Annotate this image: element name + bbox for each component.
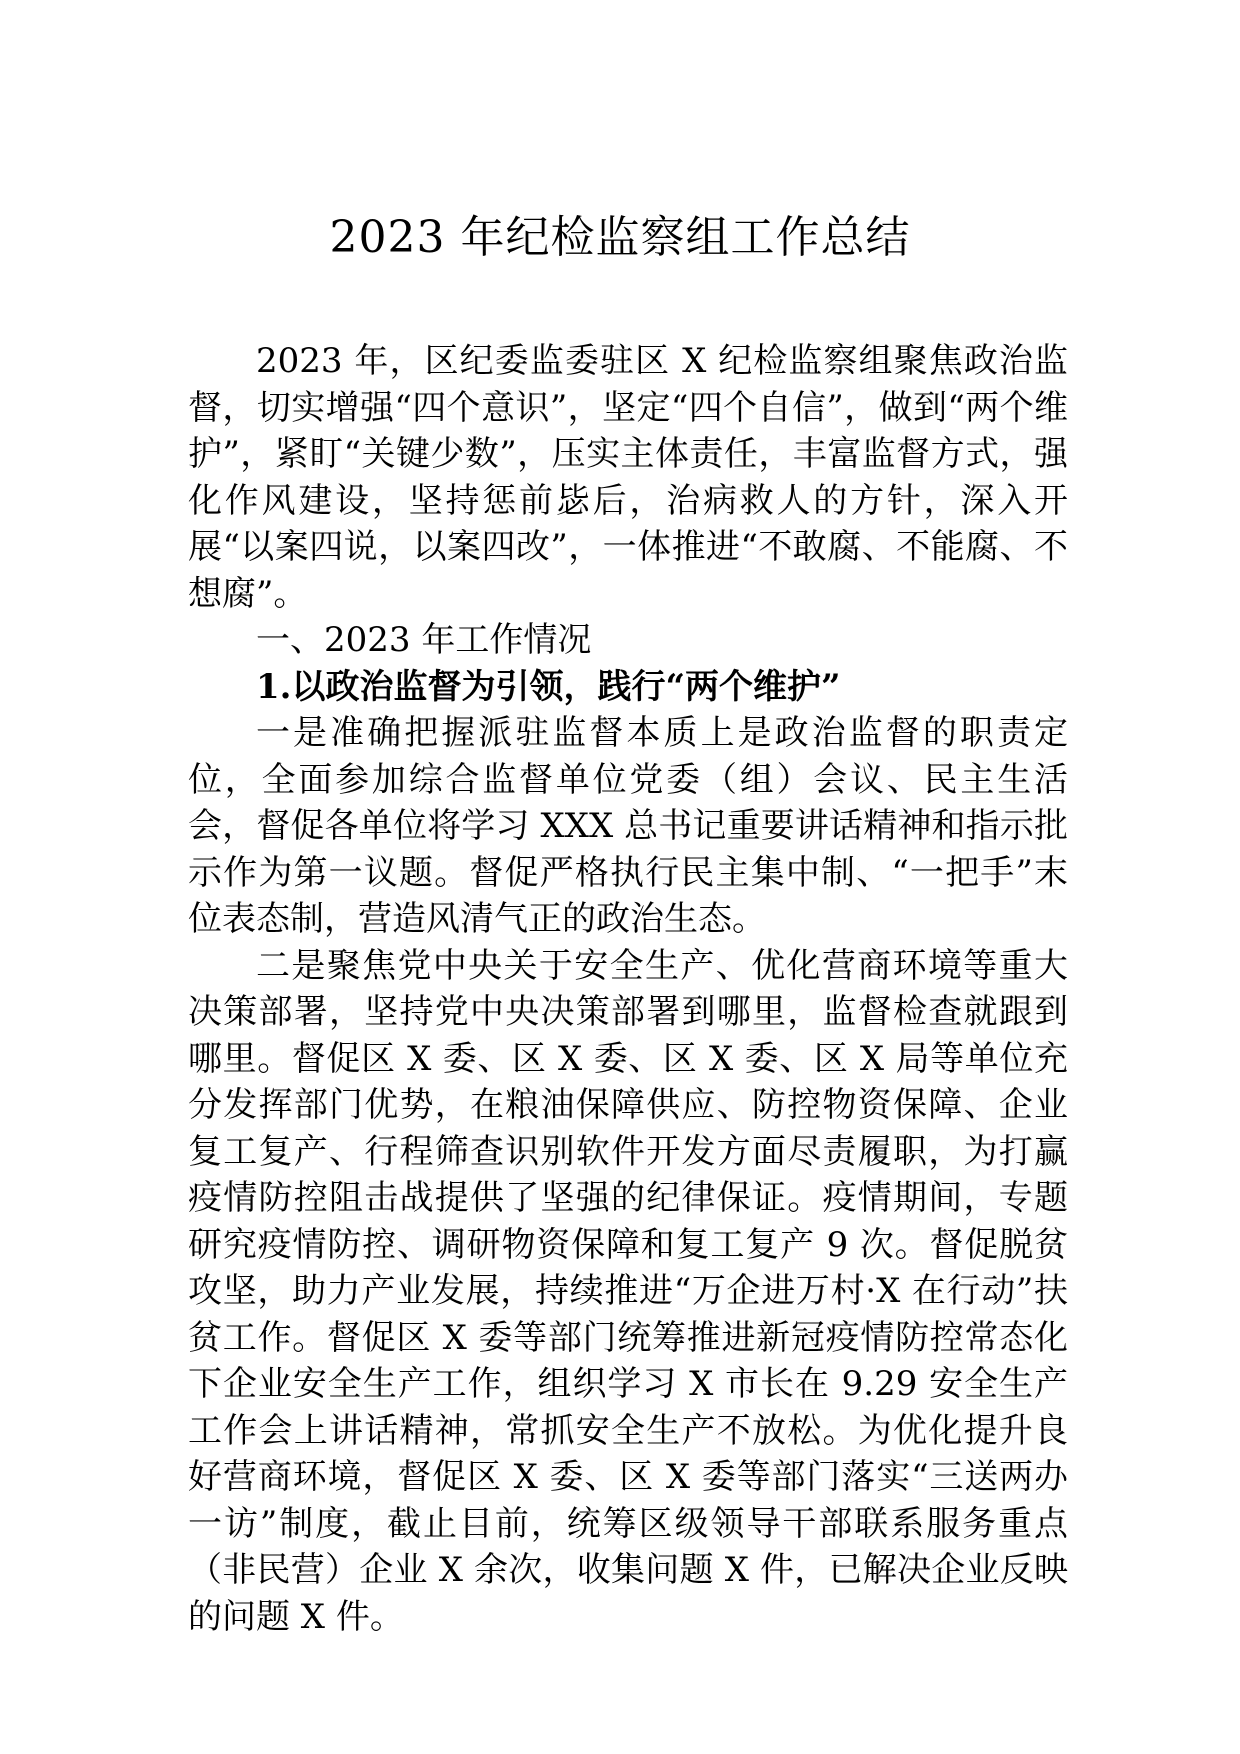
intro-paragraph: 2023 年，区纪委监委驻区 X 纪检监察组聚焦政治监督，切实增强“四个意识”，坚定“四个自信”，做到“两个维护”，紧盯“关键少数”，压实主体责任，丰富监督方式，强化作风建设，坚持惩前毖后，治病救人的方针，深入开展“以案四说，以案四改”，一体推进“不敢腐、不能腐、不想腐”。 (188, 341, 1068, 614)
body-paragraph-1: 一是准确把握派驻监督本质上是政治监督的职责定位，全面参加综合监督单位党委（组）会议、民主生活会，督促各单位将学习 XXX 总书记重要讲话精神和指示批示作为第一议题。督促严格执行民主集中制、“一把手”末位表态制，营造风清气正的政治生态。 (188, 713, 1068, 939)
subsection-heading: 1.以政治监督为引领，践行“两个维护” (256, 666, 841, 707)
body-paragraph-2: 二是聚焦党中央关于安全生产、优化营商环境等重大决策部署，坚持党中央决策部署到哪里，监督检查就跟到哪里。督促区 X 委、区 X 委、区 X 委、区 X 局等单位充分发挥部门优势，在粮油保障供应、防控物资保障、企业复工复产、行程筛查识别软件开发方面尽责履职，为打赢疫情防控阻击战提供了坚强的纪律保证。疫情期间，专题研究疫情防控、调研物资保障和复工复产 9 次。督促脱贫攻坚，助力产业发展，持续推进“万企进万村·X 在行动”扶贫工作。督促区 X 委等部门统筹推进新冠疫情防控常态化下企业安全生产工作，组织学习 X 市长在 9.29 安全生产工作会上讲话精神，常抓安全生产不放松。为优化提升良好营商环境，督促区 X 委、区 X 委等部门落实“三送两办一访”制度，截止目前，统筹区级领导干部联系服务重点（非民营）企业 X 余次，收集问题 X 件，已解决企业反映的问题 X 件。 (188, 945, 1068, 1637)
section-heading: 一、2023 年工作情况 (256, 620, 592, 660)
document-title: 2023 年纪检监察组工作总结 (329, 212, 911, 263)
document-body (188, 338, 1068, 1640)
